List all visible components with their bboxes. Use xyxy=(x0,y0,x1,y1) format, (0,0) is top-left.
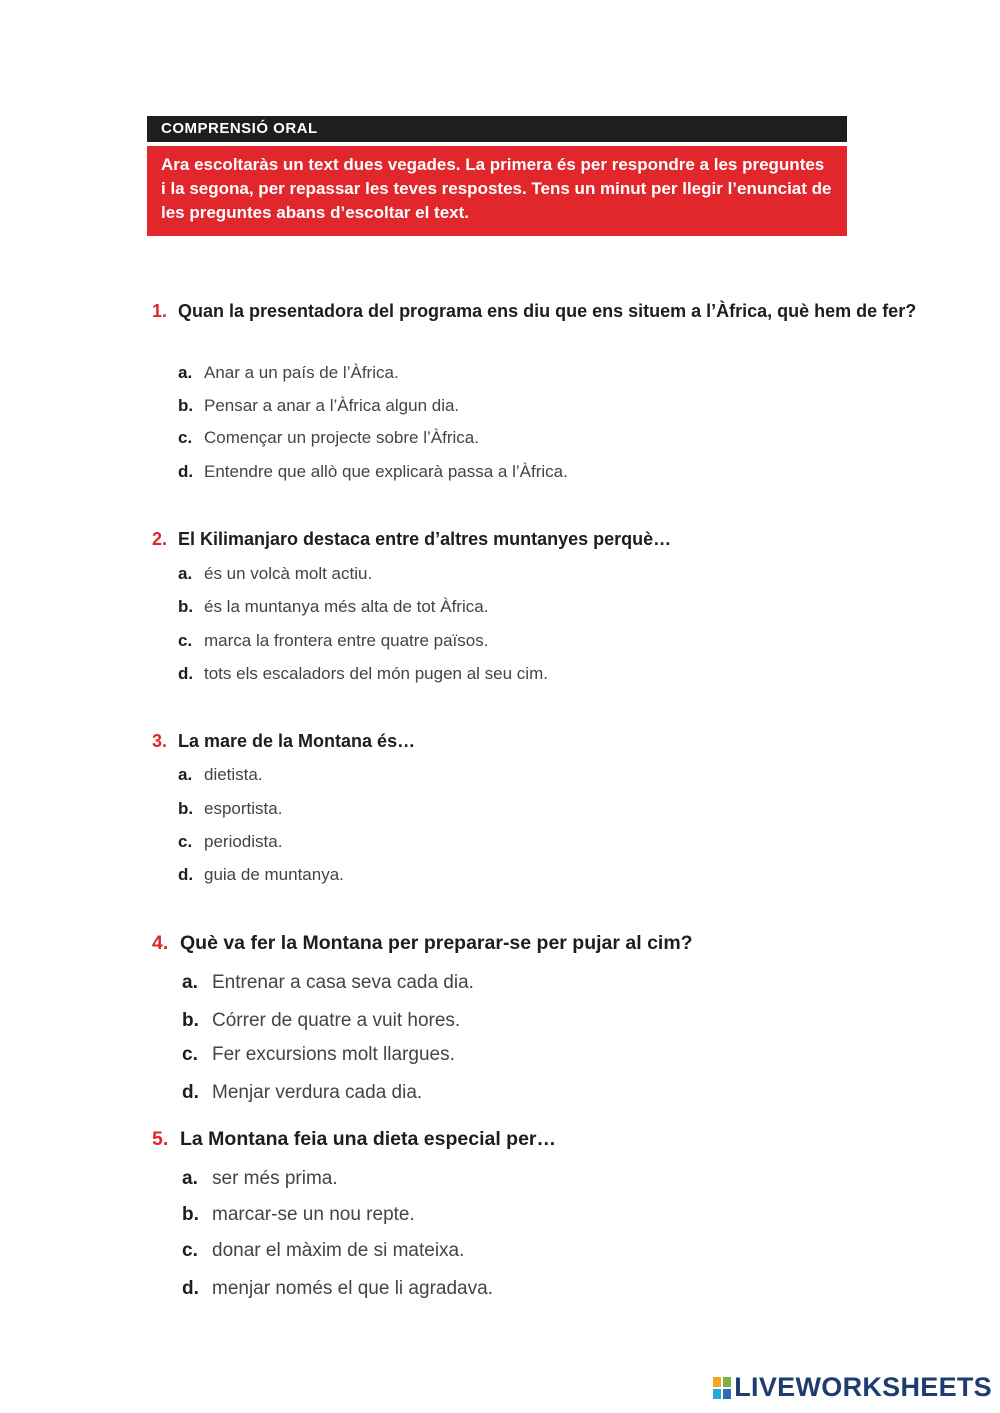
question-4-text: Què va fer la Montana per preparar-se per pujar al cim? xyxy=(180,932,693,954)
option-letter: b. xyxy=(182,1204,199,1225)
question-1-text: Quan la presentadora del programa ens diu que ens situem a l’Àfrica, què hem de fer? xyxy=(178,301,917,321)
question-2-option-a[interactable] xyxy=(178,564,372,584)
option-text: ser més prima. xyxy=(212,1168,338,1189)
logo-block xyxy=(723,1389,731,1399)
option-letter: a. xyxy=(178,564,193,583)
question-5-option-a[interactable] xyxy=(182,1168,338,1190)
question-4-title xyxy=(152,930,942,957)
logo-block xyxy=(713,1377,721,1387)
question-5-text: La Montana feia una dieta especial per… xyxy=(180,1128,557,1150)
option-text: donar el màxim de si mateixa. xyxy=(212,1240,465,1261)
option-letter: d. xyxy=(178,865,194,884)
question-4-number: 4. xyxy=(152,932,169,954)
option-text: Començar un projecte sobre l’Àfrica. xyxy=(204,428,479,447)
option-text: marca la frontera entre quatre països. xyxy=(204,631,489,650)
question-4-option-c[interactable] xyxy=(182,1044,455,1066)
question-5-option-b[interactable] xyxy=(182,1204,415,1226)
option-letter: a. xyxy=(182,972,198,993)
option-text: marcar-se un nou repte. xyxy=(212,1204,415,1225)
option-letter: c. xyxy=(178,832,193,851)
option-letter: c. xyxy=(178,428,193,447)
option-letter: c. xyxy=(178,631,193,650)
liveworksheets-logo xyxy=(713,1372,992,1403)
option-text: dietista. xyxy=(204,765,263,784)
option-text: Córrer de quatre a vuit hores. xyxy=(212,1010,461,1031)
question-3-option-b[interactable] xyxy=(178,799,282,819)
question-3-option-d[interactable] xyxy=(178,865,344,885)
question-5 xyxy=(152,1126,942,1299)
logo-mark-icon xyxy=(713,1377,731,1399)
option-text: és la muntanya més alta de tot Àfrica. xyxy=(204,597,489,616)
option-text: menjar només el que li agradava. xyxy=(212,1278,493,1299)
question-3-title xyxy=(152,728,942,755)
question-1-number: 1. xyxy=(152,301,168,321)
question-1-title xyxy=(152,298,942,325)
question-3-text: La mare de la Montana és… xyxy=(178,731,416,751)
option-letter: c. xyxy=(182,1044,198,1065)
option-text: tots els escaladors del món pugen al seu cim. xyxy=(204,664,548,683)
question-5-option-d[interactable] xyxy=(182,1278,493,1300)
option-text: Anar a un país de l’Àfrica. xyxy=(204,363,399,382)
option-letter: d. xyxy=(182,1278,199,1299)
option-text: és un volcà molt actiu. xyxy=(204,564,373,583)
question-4-option-d[interactable] xyxy=(182,1082,422,1104)
question-5-title xyxy=(152,1126,942,1153)
question-1 xyxy=(152,298,942,481)
question-3 xyxy=(152,728,942,884)
question-3-option-a[interactable] xyxy=(178,765,263,785)
question-3-option-c[interactable] xyxy=(178,832,282,852)
option-letter: b. xyxy=(182,1010,199,1031)
option-text: Fer excursions molt llargues. xyxy=(212,1044,455,1065)
option-letter: b. xyxy=(178,597,194,616)
option-letter: c. xyxy=(182,1240,198,1261)
option-letter: b. xyxy=(178,799,194,818)
option-letter: d. xyxy=(182,1082,199,1103)
option-letter: a. xyxy=(178,363,193,382)
option-text: periodista. xyxy=(204,832,283,851)
option-letter: d. xyxy=(178,664,194,683)
question-4-option-b[interactable] xyxy=(182,1010,460,1032)
question-5-option-c[interactable] xyxy=(182,1240,464,1262)
question-2-text: El Kilimanjaro destaca entre d’altres muntanyes perquè… xyxy=(178,529,672,549)
question-4 xyxy=(152,930,942,1103)
question-4-option-a[interactable] xyxy=(182,972,474,994)
logo-block xyxy=(713,1389,721,1399)
option-text: Pensar a anar a l’Àfrica algun dia. xyxy=(204,396,460,415)
question-1-option-a[interactable] xyxy=(178,363,399,383)
question-2-option-b[interactable] xyxy=(178,597,488,617)
logo-block xyxy=(723,1377,731,1387)
option-text: Entrenar a casa seva cada dia. xyxy=(212,972,474,993)
question-2 xyxy=(152,526,942,683)
logo-text: LIVEWORKSHEETS xyxy=(734,1372,992,1402)
question-1-option-c[interactable] xyxy=(178,428,479,448)
option-letter: b. xyxy=(178,396,194,415)
instructions-box: Ara escoltaràs un text dues vegades. La primera és per respondre a les preguntes i la segona, per repassar les teves respostes. Tens un minut per llegir l’enunciat de les preguntes abans d’escoltar el text. xyxy=(147,146,847,236)
option-letter: a. xyxy=(182,1168,198,1189)
option-text: guia de muntanya. xyxy=(204,865,344,884)
option-text: esportista. xyxy=(204,799,283,818)
question-3-number: 3. xyxy=(152,731,168,751)
question-1-option-b[interactable] xyxy=(178,396,459,416)
option-letter: a. xyxy=(178,765,193,784)
question-2-option-d[interactable] xyxy=(178,664,548,684)
question-2-title xyxy=(152,526,942,553)
option-text: Menjar verdura cada dia. xyxy=(212,1082,423,1103)
question-1-option-d[interactable] xyxy=(178,462,568,482)
option-text: Entendre que allò que explicarà passa a l’Àfrica. xyxy=(204,462,568,481)
section-title-bar: COMPRENSIÓ ORAL xyxy=(147,116,847,142)
question-5-number: 5. xyxy=(152,1128,169,1150)
question-2-number: 2. xyxy=(152,529,168,549)
question-2-option-c[interactable] xyxy=(178,631,488,651)
option-letter: d. xyxy=(178,462,194,481)
